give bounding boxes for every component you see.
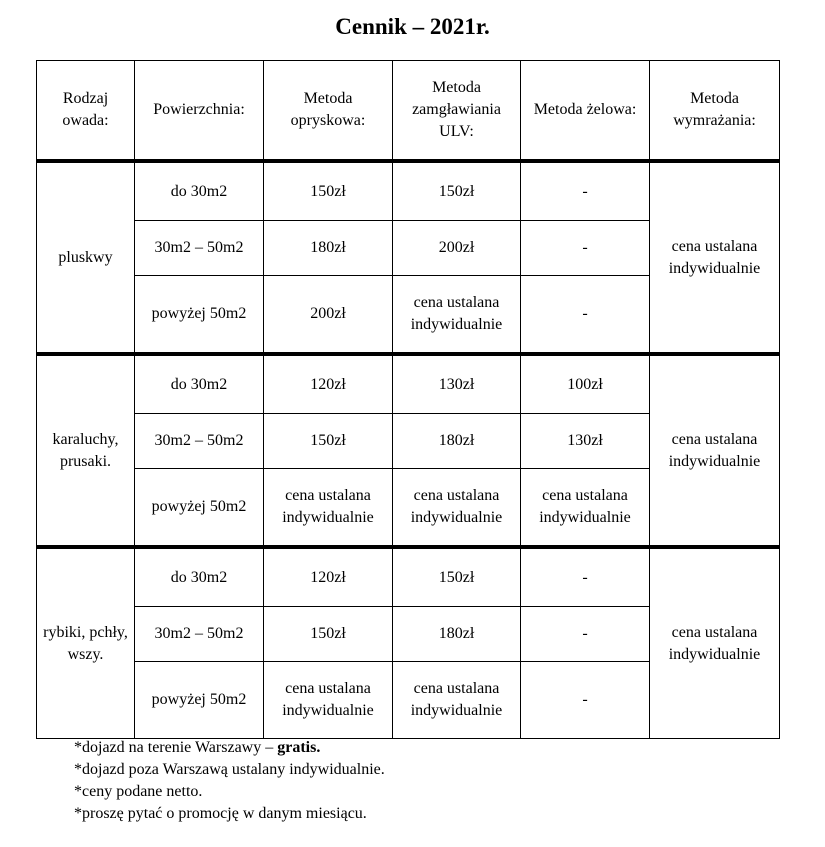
gel-price: - (521, 662, 650, 739)
area-cell: 30m2 – 50m2 (135, 607, 264, 662)
area-cell: powyżej 50m2 (135, 469, 264, 548)
note-net-prices: *ceny podane netto. (74, 783, 203, 800)
gel-price: 100zł (521, 354, 650, 414)
table-row (37, 161, 780, 221)
header-freeze-method: Metoda wymrażania: (650, 61, 780, 162)
spray-price: 120zł (264, 547, 393, 607)
spray-price: 120zł (264, 354, 393, 414)
area-cell: do 30m2 (135, 354, 264, 414)
gel-price: - (521, 547, 650, 607)
area-cell: do 30m2 (135, 547, 264, 607)
area-cell: 30m2 – 50m2 (135, 221, 264, 276)
pest-name: pluskwy (37, 161, 135, 354)
ulv-price: 180zł (393, 607, 521, 662)
area-cell: 30m2 – 50m2 (135, 414, 264, 469)
header-ulv-method: Metoda zamgławiania ULV: (393, 61, 521, 162)
header-area: Powierzchnia: (135, 61, 264, 162)
gel-price: - (521, 221, 650, 276)
notes (74, 737, 385, 825)
freeze-price: cena ustalana indywidualnie (650, 161, 780, 354)
ulv-price: 130zł (393, 354, 521, 414)
header-row (37, 61, 780, 162)
spray-price: cena ustalana indywidualnie (264, 662, 393, 739)
spray-price: cena ustalana indywidualnie (264, 469, 393, 548)
pest-name: karaluchy, prusaki. (37, 354, 135, 547)
note-travel-outside: *dojazd poza Warszawą ustalany indywidualnie. (74, 761, 385, 778)
area-cell: powyżej 50m2 (135, 276, 264, 355)
note-travel-warsaw (74, 737, 385, 759)
spray-price: 150zł (264, 414, 393, 469)
ulv-price: cena ustalana indywidualnie (393, 276, 521, 355)
price-table (36, 60, 780, 739)
ulv-price: 180zł (393, 414, 521, 469)
spray-price: 150zł (264, 161, 393, 221)
note-free-label: gratis. (277, 739, 321, 756)
area-cell: do 30m2 (135, 161, 264, 221)
gel-price: - (521, 607, 650, 662)
note-promotion: *proszę pytać o promocję w danym miesiącu. (74, 805, 367, 822)
gel-price: - (521, 276, 650, 355)
area-cell: powyżej 50m2 (135, 662, 264, 739)
gel-price: 130zł (521, 414, 650, 469)
ulv-price: cena ustalana indywidualnie (393, 662, 521, 739)
header-gel-method: Metoda żelowa: (521, 61, 650, 162)
gel-price: - (521, 161, 650, 221)
gel-price: cena ustalana indywidualnie (521, 469, 650, 548)
ulv-price: 150zł (393, 161, 521, 221)
note-travel-warsaw-text: *dojazd na terenie Warszawy – (74, 739, 278, 756)
ulv-price: 150zł (393, 547, 521, 607)
table-row (37, 354, 780, 414)
header-pest-type: Rodzaj owada: (37, 61, 135, 162)
ulv-price: 200zł (393, 221, 521, 276)
table-row (37, 547, 780, 607)
spray-price: 150zł (264, 607, 393, 662)
ulv-price: cena ustalana indywidualnie (393, 469, 521, 548)
pest-name: rybiki, pchły, wszy. (37, 547, 135, 739)
freeze-price: cena ustalana indywidualnie (650, 354, 780, 547)
spray-price: 180zł (264, 221, 393, 276)
spray-price: 200zł (264, 276, 393, 355)
header-spray-method: Metoda opryskowa: (264, 61, 393, 162)
page-title: Cennik – 2021r. (335, 14, 490, 39)
freeze-price: cena ustalana indywidualnie (650, 547, 780, 739)
